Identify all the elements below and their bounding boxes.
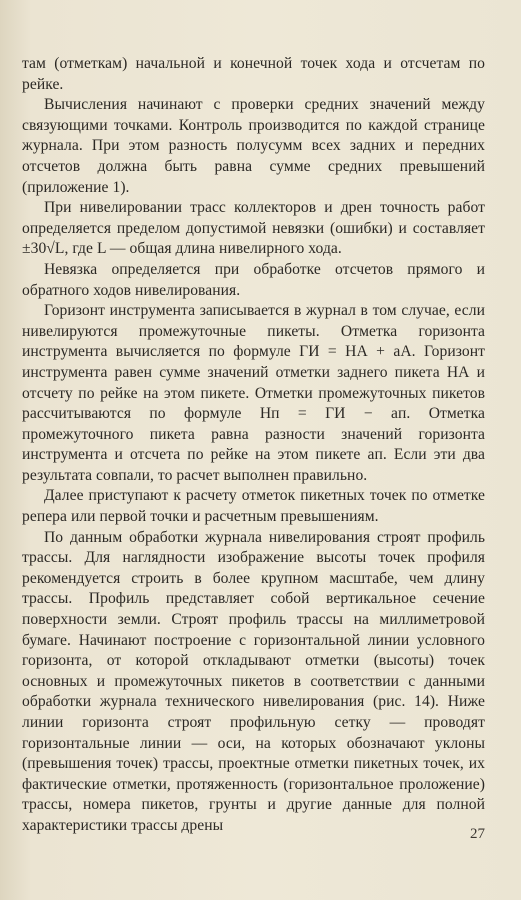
page-number: 27 <box>470 826 485 842</box>
paragraph-profile: По данным обработки журнала нивелирования строят профиль трассы. Для наглядности изображение высоты точек профиля рекомендуется строить в более крупном масштабе, чем длину трассы. Профиль представляет собой вертикальное сечение поверхности земли. Строят профиль трассы на миллиметровой бумаге. Начинают построение с горизонтальной линии условного горизонта, от которой откладывают отметки (высоты) точек основных и промежуточных пикетов в соответствии с данными обработки журнала технического нивелирования (рис. 14). Ниже линии горизонта строят профильную сетку — проводят горизонтальные линии — оси, на которых обозначают уклоны (превышения точек) трассы, проектные отметки пикетных точек, их фактические отметки, протяженность (горизонтальное проложение) трассы, номера пикетов, грунты и другие данные для полной характеристики трассы дрены <box>22 528 485 834</box>
paragraph-accuracy: При нивелировании трасс коллекторов и дрен точность работ определяется пределом допустимой невязки (ошибки) и составляет ±30√L, где L — общая длина нивелирного хода. <box>22 199 485 258</box>
paragraph-instrument-horizon: Горизонт инструмента записывается в журнал в том случае, если нивелируются промежуточные пикеты. Отметка горизонта инструмента вычисляется по формуле ГИ = HА + aА. Горизонт инструмента равен сумме значений отметки заднего пикета HА и отсчету по рейке на этом пикете. Отметки промежуточных пикетов рассчитываются по формуле Hп = ГИ − aп. Отметка промежуточного пикета равна разности значений горизонта инструмента и отсчета по рейке на этом пикете aп. Если эти два результата совпали, то расчет выполнен правильно. <box>22 302 485 484</box>
paragraph-misclosure: Невязка определяется при обработке отсчетов прямого и обратного ходов нивелирования. <box>22 260 485 299</box>
paragraph-continuation: там (отметкам) начальной и конечной точек хода и отсчетам по рейке. <box>22 55 485 93</box>
page-body-text <box>22 54 485 837</box>
paragraph-elevations: Далее приступают к расчету отметок пикетных точек по отметке репера или первой точки и расчетным превышениям. <box>22 487 485 526</box>
paragraph-calculations: Вычисления начинают с проверки средних значений между связующими точками. Контроль производится по каждой странице журнала. При этом разность полусумм всех задних и передних отсчетов должна быть равна сумме средних превышений (приложение 1). <box>22 96 485 196</box>
